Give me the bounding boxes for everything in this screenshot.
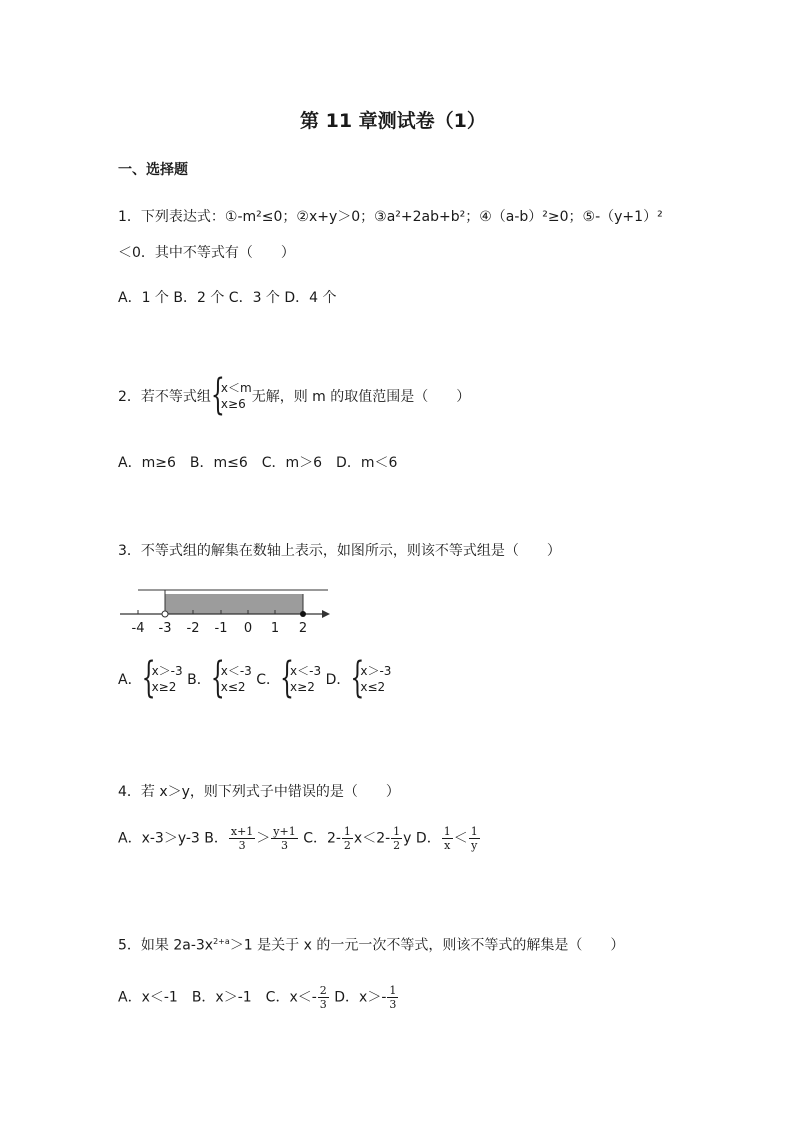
question-5-part-a: 5．如果 2a-3x <box>118 937 214 954</box>
tick-label: -4 <box>131 621 145 636</box>
question-5-part-b: ＞1 是关于 x 的一元一次不等式，则该不等式的解集是（ ） <box>229 937 625 954</box>
question-1-line-2: ＜0．其中不等式有（ ） <box>118 245 295 261</box>
system-line: x≥2 <box>151 680 177 694</box>
system-line: x＞-3 <box>360 664 392 678</box>
brace-icon: { <box>141 655 156 703</box>
option-a-system <box>141 655 183 703</box>
fraction: $\frac{x+1}{3}$ <box>230 825 254 852</box>
exponent: 2+a <box>213 937 230 946</box>
tick-label: 0 <box>243 621 253 636</box>
number-line-figure <box>118 584 338 636</box>
relation-symbol: ＜ <box>453 830 468 847</box>
option-c-system <box>280 655 322 703</box>
open-circle-marker <box>162 611 168 617</box>
option-c-middle: x＜2- <box>353 830 391 847</box>
question-1-line-1: 1．下列表达式：①-m²≤0；②x+y＞0；③a²+2ab+b²；④（a-b）²≥0；⑤-（y+1）² <box>118 209 663 225</box>
system-line: x＜-3 <box>290 664 322 678</box>
fraction: $\frac{1}{2}$ <box>393 825 401 852</box>
option-b-label: B． <box>187 672 211 688</box>
question-1-options: A．1 个 B．2 个 C．3 个 D．4 个 <box>118 290 337 306</box>
option-b-system <box>210 655 252 703</box>
system-line: x＜-3 <box>220 664 252 678</box>
option-c-end: y D． <box>403 830 441 847</box>
option-a: A．x-3＞y-3 B． <box>118 830 228 847</box>
relation-symbol: ＞ <box>256 830 271 847</box>
question-4-options <box>118 825 481 852</box>
solution-shading <box>165 594 303 614</box>
tick-label: 1 <box>270 621 280 636</box>
question-5-text <box>118 932 624 956</box>
question-4-text: 4．若 x＞y，则下列式子中错误的是（ ） <box>118 784 400 800</box>
question-2-prefix: 2．若不等式组 <box>118 389 211 405</box>
system-line: x≤2 <box>360 680 386 694</box>
page-title: 第 11 章测试卷（1） <box>300 110 486 132</box>
tick-label: -2 <box>186 621 200 636</box>
inequality-system <box>210 372 252 420</box>
tick-label: 2 <box>298 621 308 636</box>
option-d-label: D． <box>325 672 351 688</box>
system-line: x≤2 <box>220 680 246 694</box>
fraction: $\frac{1}{y}$ <box>470 825 478 852</box>
option-a-label: A． <box>118 672 142 688</box>
option-c-label: C． <box>256 672 281 688</box>
question-3-options <box>118 655 392 703</box>
question-2 <box>118 372 471 420</box>
system-line: x≥2 <box>290 680 315 694</box>
brace-icon: { <box>350 655 365 703</box>
brace-icon: { <box>210 372 225 420</box>
question-3-text: 3．不等式组的解集在数轴上表示，如图所示，则该不等式组是（ ） <box>118 543 561 559</box>
system-line-1: x＜m <box>220 381 252 395</box>
fraction: $\frac{1}{2}$ <box>343 825 351 852</box>
fraction: $\frac{2}{3}$ <box>319 984 327 1011</box>
tick-label: -3 <box>158 621 172 636</box>
closed-circle-marker <box>300 611 306 617</box>
axis-arrow-icon <box>322 610 330 618</box>
fraction: $\frac{1}{x}$ <box>443 825 451 852</box>
option-d-system <box>350 655 392 703</box>
system-line-2: x≥6 <box>220 397 246 411</box>
system-line: x＞-3 <box>151 664 183 678</box>
option-c: C．2- <box>303 830 341 847</box>
question-5-options <box>118 984 399 1011</box>
section-heading: 一、选择题 <box>118 162 188 178</box>
question-2-options: A．m≥6 B．m≤6 C．m＞6 D．m＜6 <box>118 455 398 471</box>
fraction: $\frac{1}{3}$ <box>389 984 397 1011</box>
fraction: $\frac{y+1}{3}$ <box>273 825 296 852</box>
tick-label: -1 <box>214 621 228 636</box>
options-a-to-c: A．x＜-1 B．x＞-1 C．x＜- <box>118 989 317 1006</box>
brace-icon: { <box>280 655 295 703</box>
brace-icon: { <box>210 655 225 703</box>
option-d: D．x＞- <box>334 989 387 1006</box>
question-2-suffix: 无解，则 m 的取值范围是（ ） <box>251 389 471 405</box>
